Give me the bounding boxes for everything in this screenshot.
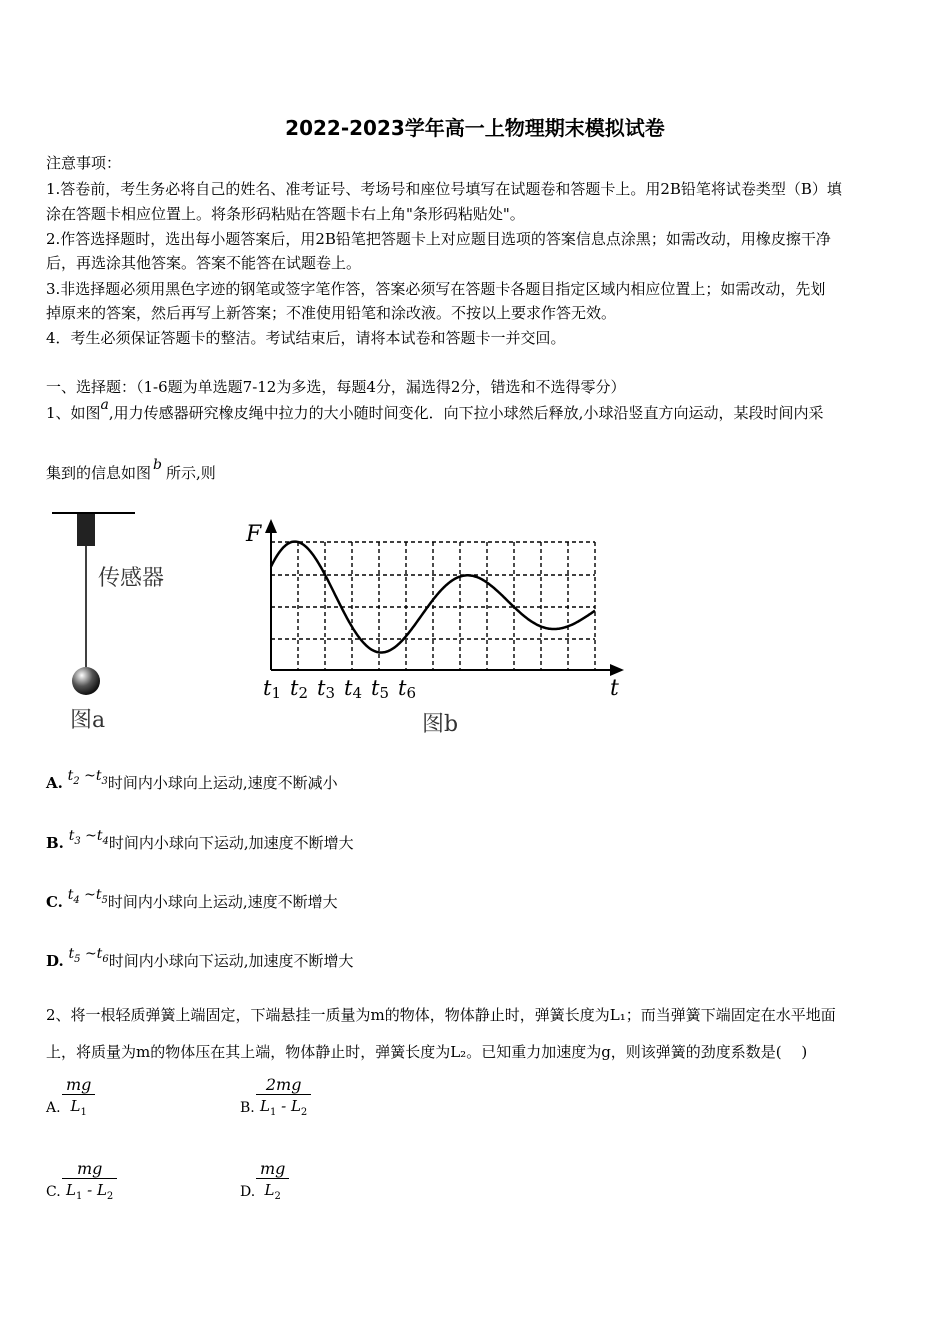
q2-option-d-letter[interactable]: D. — [240, 1184, 256, 1200]
figure-b — [240, 505, 640, 745]
q2-stem-line2: 上，将质量为m的物体压在其上端，物体静止时，弹簧长度为L₂。已知重力加速度为g，则该弹簧的劲度系数是( ) — [46, 1043, 808, 1061]
notice-line: 2.作答选择题时，选出每小题答案后，用2B铅笔把答题卡上对应题目选项的答案信息点涂黑；如需改动，用橡皮擦干净 — [46, 230, 831, 248]
q1-option-c[interactable] — [46, 887, 338, 914]
time-interval: $t_4$ $\sim t_5$ — [67, 887, 108, 906]
time-interval: $t_2$ $\sim t_3$ — [67, 768, 108, 787]
fraction-denominator: $L_1 - L_2$ — [260, 1097, 308, 1118]
tick-label: t5 — [371, 676, 389, 702]
q1-stem-text: 集到的信息如图 — [46, 464, 152, 482]
q1-stem-text: ,用力传感器研究橡皮绳中拉力的大小随时间变化．向下拉小球然后释放,小球沿竖直方向运动，某段时间内采 — [108, 404, 824, 422]
tick-label: t6 — [398, 676, 416, 702]
q1-stem-text: 所示,则 — [165, 464, 216, 482]
fraction-denominator: $L_1$ — [70, 1097, 87, 1118]
y-axis-arrow — [265, 519, 277, 533]
q2-option-b-fraction — [256, 1075, 311, 1118]
option-text: 时间内小球向上运动,速度不断增大 — [107, 893, 338, 911]
fraction-denominator: $L_2$ — [264, 1181, 281, 1202]
tick-label: t1 — [263, 676, 281, 702]
figure-a — [40, 505, 200, 740]
q2-option-c-letter[interactable]: C. — [46, 1184, 61, 1200]
x-axis-label: t — [610, 676, 619, 701]
q1-var-b: b — [153, 457, 162, 473]
option-letter: D. — [46, 952, 64, 970]
notice-line: 后，再选涂其他答案。答案不能答在试题卷上。 — [46, 254, 362, 272]
option-letter: C. — [46, 893, 63, 911]
q1-option-a[interactable] — [46, 768, 338, 795]
time-interval: $t_3$ $\sim t_4$ — [68, 828, 109, 847]
page-title: 2022-2023学年高一上物理期末模拟试卷 — [285, 116, 665, 140]
ball — [72, 667, 100, 695]
fraction-denominator: $L_1 - L_2$ — [66, 1181, 114, 1202]
option-text: 时间内小球向下运动,加速度不断增大 — [108, 834, 354, 852]
q2-stem-line1: 2、将一根轻质弹簧上端固定，下端悬挂一质量为m的物体，物体静止时，弹簧长度为L₁；而当弹簧下端固定在水平地面 — [46, 1006, 836, 1024]
fraction-numerator: mg — [62, 1159, 117, 1179]
q2-option-d-fraction — [256, 1159, 289, 1202]
section-heading: 一、选择题：（1-6题为单选题7-12为多选，每题4分，漏选得2分，错选和不选得零分） — [46, 378, 626, 396]
tick-label: t3 — [317, 676, 335, 702]
fraction-numerator: 2mg — [256, 1075, 311, 1095]
notice-line: 掉原来的答案，然后再写上新答案；不准使用铅笔和涂改液。不按以上要求作答无效。 — [46, 304, 617, 322]
option-text: 时间内小球向上运动,速度不断减小 — [107, 774, 338, 792]
q1-stem-line1 — [46, 397, 824, 423]
x-axis-arrow — [610, 664, 624, 676]
y-axis-label: F — [246, 522, 262, 547]
q2-option-a-fraction — [62, 1075, 95, 1118]
sensor-label: 传感器 — [98, 566, 165, 591]
figure-b-caption: 图b — [422, 712, 459, 737]
fraction-numerator: mg — [256, 1159, 289, 1179]
q2-option-a-letter[interactable]: A. — [46, 1100, 61, 1116]
q1-option-d[interactable] — [46, 946, 354, 973]
grid — [271, 542, 595, 670]
option-letter: B. — [46, 834, 64, 852]
tick-labels — [263, 676, 416, 702]
q1-option-b[interactable] — [46, 828, 354, 855]
notice-line: 3.非选择题必须用黑色字迹的钢笔或签字笔作答，答案必须写在答题卡各题目指定区域内相应位置上；如需改动，先划 — [46, 280, 826, 298]
notice-line: 4．考生必须保证答题卡的整洁。考试结束后，请将本试卷和答题卡一并交回。 — [46, 329, 566, 347]
q2-option-c-fraction — [62, 1159, 117, 1202]
q2-option-b-letter[interactable]: B. — [240, 1100, 255, 1116]
q1-stem-text: 1、如图 — [46, 404, 101, 422]
tick-label: t2 — [290, 676, 308, 702]
q1-stem-line2 — [46, 457, 216, 483]
fraction-numerator: mg — [62, 1075, 95, 1095]
notice-line: 1.答卷前，考生务必将自己的姓名、准考证号、考场号和座位号填写在试题卷和答题卡上。用2B铅笔将试卷类型（B）填 — [46, 180, 842, 198]
option-letter: A. — [46, 774, 63, 792]
q1-var-a: a — [100, 397, 109, 413]
notice-heading: 注意事项： — [46, 154, 122, 172]
notice-line: 涂在答题卡相应位置上。将条形码粘贴在答题卡右上角"条形码粘贴处"。 — [46, 205, 525, 223]
tick-label: t4 — [344, 676, 362, 702]
time-interval: $t_5$ $\sim t_6$ — [68, 946, 109, 965]
option-text: 时间内小球向下运动,加速度不断增大 — [108, 952, 354, 970]
figure-a-caption: 图a — [70, 708, 106, 733]
sensor-block — [77, 514, 95, 546]
